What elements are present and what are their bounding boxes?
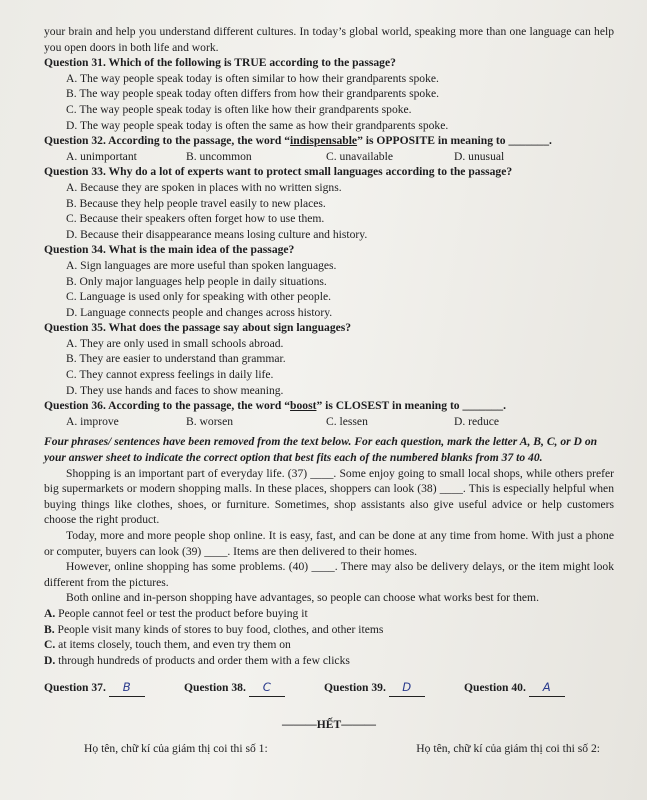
signature-row (44, 741, 614, 757)
q36-options (44, 414, 614, 430)
q36-option-a: A. improve (66, 414, 119, 428)
q32-option-d: D. unusual (454, 149, 505, 163)
q33-option-b: B. Because they help people travel easily to new places. (66, 196, 326, 210)
answer-37-label: Question 37. (44, 681, 106, 695)
q33-option-c: C. Because their speakers often forget how to use them. (66, 212, 325, 226)
signature-label-2: Họ tên, chữ kí của giám thị coi thi số 2: (416, 741, 600, 755)
q36-option-d: D. reduce (454, 414, 500, 428)
choice-d-text: through hundreds of products and order them with a few clicks (55, 653, 350, 667)
answer-39-mark: D (389, 680, 425, 697)
q31-option-c: C. The way people speak today is often like how their grandparents spoke. (66, 102, 412, 116)
answer-40-mark: A (529, 680, 565, 697)
section-instruction: Four phrases/ sentences have been removed from the text below. For each question, mark the letter A, B, C, or D on your answer sheet to indicate the correct option that best fits each of the numbered blanks from 37 to 40. (44, 435, 598, 465)
q35-option-b: B. They are easier to understand than grammar. (66, 352, 286, 366)
q36-keyword: boost (290, 399, 317, 413)
q32-stem-pre: Question 32. According to the passage, the word “ (44, 134, 291, 148)
answer-row (44, 680, 614, 697)
choice-b-text: People visit many kinds of stores to buy food, clothes, and other items (54, 622, 384, 636)
choice-a-text: People cannot feel or test the product before buying it (55, 606, 308, 620)
question-32 (44, 133, 614, 149)
answer-38-mark: C (249, 680, 285, 697)
choice-c-text: at items closely, touch them, and even try them on (55, 638, 291, 652)
answer-38 (184, 680, 324, 697)
question-33: Question 33. Why do a lot of experts want to protect small languages according to the passage? (44, 165, 513, 179)
answer-40 (464, 680, 604, 697)
end-marker: ———HẾT——— (281, 717, 377, 731)
choice-c-letter: C. (44, 638, 56, 652)
question-36 (44, 398, 614, 414)
question-34: Question 34. What is the main idea of the passage? (44, 243, 295, 257)
q32-option-c: C. unavailable (326, 149, 393, 163)
q34-option-b: B. Only major languages help people in daily situations. (66, 274, 327, 288)
passage-paragraph-1: Shopping is an important part of everyday life. (37) ____. Some enjoy going to small local shops, while others prefer big supermarkets or modern shopping malls. In these places, shoppers can look (38) ____. This is especially helpful when buying things like clothes, shoes, or furniture. Sometimes, shop assistants also give useful advice or help customers choose the right product. (44, 466, 614, 527)
passage-paragraph-3: However, online shopping has some problems. (40) ____. There may also be delivery delays, or the item might look different from the pictures. (44, 560, 614, 589)
choice-d (44, 653, 614, 669)
choice-a (44, 606, 614, 622)
end-text: HẾT (316, 717, 342, 731)
question-35: Question 35. What does the passage say about sign languages? (44, 321, 352, 335)
answer-37-mark: B (109, 680, 145, 697)
q31-option-d: D. The way people speak today is often the same as how their grandparents spoke. (66, 118, 449, 132)
choice-b (44, 622, 614, 638)
q31-option-a: A. The way people speak today is often similar to how their grandparents spoke. (66, 71, 439, 85)
choice-a-letter: A. (44, 606, 56, 620)
choice-d-letter: D. (44, 653, 56, 667)
choice-b-letter: B. (44, 622, 55, 636)
q35-option-d: D. They use hands and faces to show meaning. (66, 383, 284, 397)
passage-intro: your brain and help you understand different cultures. In today’s global world, speaking more than one language can help you open doors in both life and work. (44, 25, 614, 54)
q34-option-a: A. Sign languages are more useful than spoken languages. (66, 258, 337, 272)
q35-option-a: A. They are only used in small schools abroad. (66, 336, 284, 350)
q32-stem-post: ” is OPPOSITE in meaning to _______. (357, 134, 552, 148)
answer-37 (44, 680, 184, 697)
q36-stem-pre: Question 36. According to the passage, the word “ (44, 399, 291, 413)
q34-option-c: C. Language is used only for speaking with other people. (66, 290, 331, 304)
q32-option-b: B. uncommon (186, 149, 252, 163)
q32-keyword: indispensable (290, 134, 358, 148)
q32-options (44, 149, 614, 165)
q32-option-a: A. unimportant (66, 149, 137, 163)
answer-38-label: Question 38. (184, 681, 246, 695)
choice-c (44, 637, 614, 653)
q31-option-b: B. The way people speak today often differs from how their grandparents spoke. (66, 87, 440, 101)
question-31: Question 31. Which of the following is TRUE according to the passage? (44, 56, 396, 70)
q33-option-a: A. Because they are spoken in places with no written signs. (66, 180, 342, 194)
q36-option-c: C. lessen (326, 414, 368, 428)
passage-paragraph-2: Today, more and more people shop online. It is easy, fast, and can be done at any time from home. With just a phone or computer, buyers can look (39) ____. Items are then delivered to their homes. (44, 529, 614, 558)
answer-40-label: Question 40. (464, 681, 526, 695)
answer-39-label: Question 39. (324, 681, 386, 695)
q34-option-d: D. Language connects people and changes across history. (66, 305, 333, 319)
answer-39 (324, 680, 464, 697)
signature-label-1: Họ tên, chữ kí của giám thị coi thi số 1: (84, 741, 268, 755)
q35-option-c: C. They cannot express feelings in daily life. (66, 368, 274, 382)
q36-option-b: B. worsen (186, 414, 234, 428)
exam-content (44, 24, 614, 756)
q36-stem-post: ” is CLOSEST in meaning to _______. (316, 399, 506, 413)
passage-paragraph-4: Both online and in-person shopping have advantages, so people can choose what works best for them. (66, 591, 539, 605)
q33-option-d: D. Because their disappearance means losing culture and history. (66, 227, 368, 241)
